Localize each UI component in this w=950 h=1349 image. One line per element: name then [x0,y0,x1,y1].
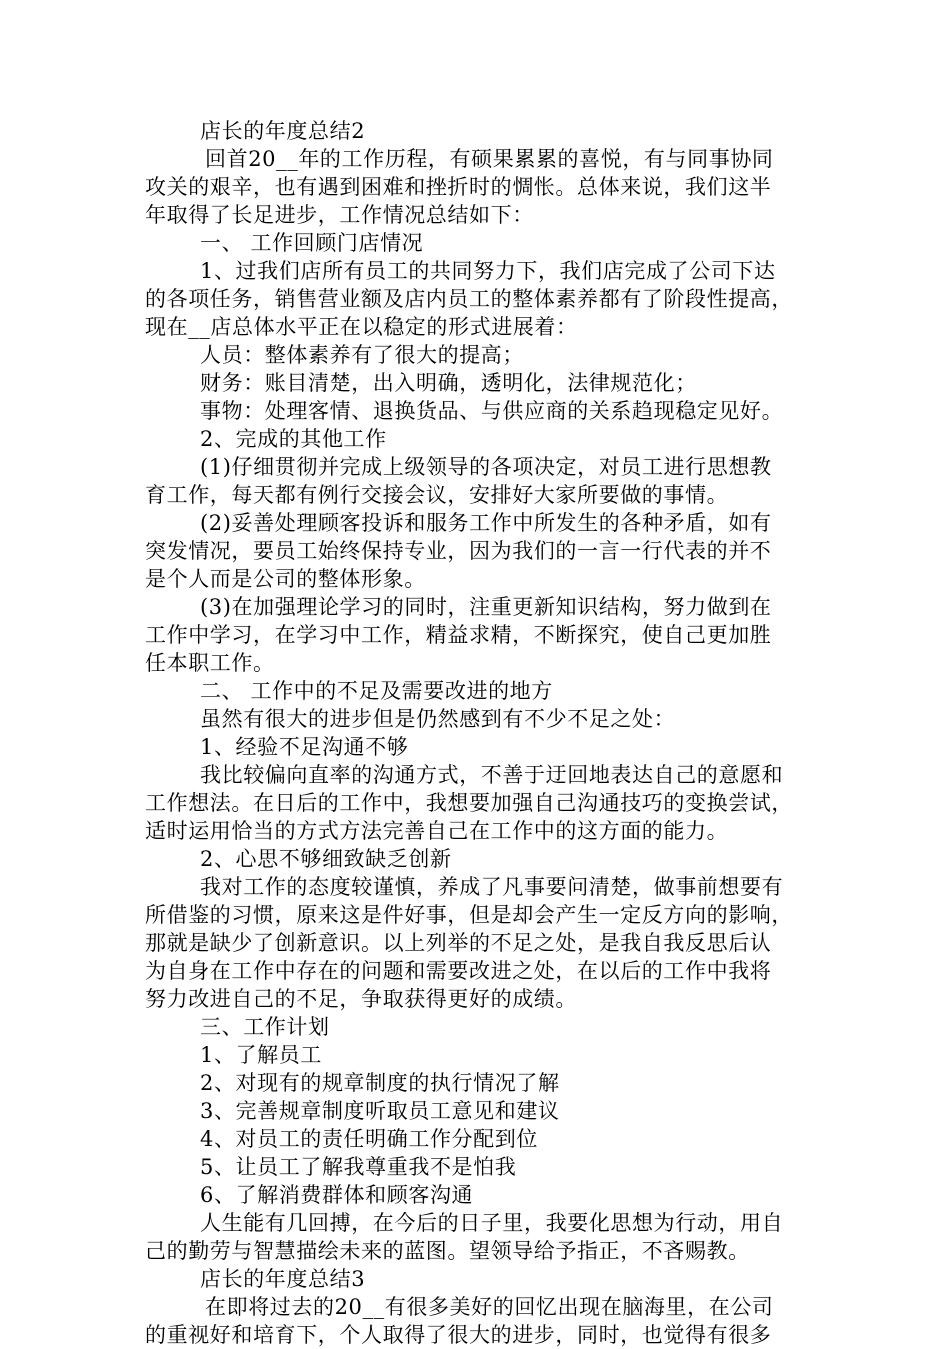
text-line: 事物：处理客情、退换货品、与供应商的关系趋现稳定见好。 [200,399,784,423]
text-line: 适时运用恰当的方式方法完善自己在工作中的这方面的能力。 [145,819,729,843]
text-line: 育工作，每天都有例行交接会议，安排好大家所要做的事情。 [145,483,729,507]
text-line: 是个人而是公司的整体形象。 [145,567,426,591]
text-line: 三、工作计划 [200,1015,330,1039]
text-line: 突发情况，要员工始终保持专业，因为我们的一言一行代表的并不 [145,539,772,563]
text-line: 5、让员工了解我尊重我不是怕我 [200,1155,517,1179]
text-line: 我比较偏向直率的沟通方式，不善于迂回地表达自己的意愿和 [200,763,784,787]
text-line: 财务：账目清楚，出入明确，透明化，法律规范化； [200,371,697,395]
text-line: 努力改进自己的不足，争取获得更好的成绩。 [145,987,577,1011]
text-line: 工作中学习，在学习中工作，精益求精，不断探究，使自己更加胜 [145,623,772,647]
text-line: 人员：整体素养有了很大的提高； [200,343,524,367]
text-line: 店长的年度总结2 [200,119,366,143]
text-line: 工作想法。在日后的工作中，我想要加强自己沟通技巧的变换尝试， [145,791,793,815]
text-line: 2、心思不够细致缺乏创新 [200,847,452,871]
text-line: 一、 工作回顾门店情况 [200,231,424,255]
text-line: 二、 工作中的不足及需要改进的地方 [200,679,553,703]
text-line: 在即将过去的20__有很多美好的回忆出现在脑海里，在公司 [205,1295,774,1319]
document-body [145,117,813,1349]
text-line: 那就是缺少了创新意识。以上列举的不足之处，是我自我反思后认 [145,931,772,955]
text-line: 3、完善规章制度听取员工意见和建议 [200,1099,560,1123]
text-line: (3)在加强理论学习的同时，注重更新知识结构，努力做到在 [200,595,772,619]
text-line: 攻关的艰辛，也有遇到困难和挫折时的惆怅。总体来说，我们这半 [145,175,772,199]
text-line: 任本职工作。 [145,651,275,675]
text-line: 店长的年度总结3 [200,1267,366,1291]
text-line: 1、经验不足沟通不够 [200,735,409,759]
text-line: 的各项任务，销售营业额及店内员工的整体素养都有了阶段性提高， [145,287,793,311]
text-line: 2、对现有的规章制度的执行情况了解 [200,1071,560,1095]
text-line: 我对工作的态度较谨慎，养成了凡事要问清楚，做事前想要有 [200,875,784,899]
text-line: 1、过我们店所有员工的共同努力下，我们店完成了公司下达 [200,259,776,283]
text-line: 己的勤劳与智慧描绘未来的蓝图。望领导给予指正，不吝赐教。 [145,1239,750,1263]
text-line: 人生能有几回搏，在今后的日子里，我要化思想为行动，用自 [200,1211,784,1235]
text-line: 的重视好和培育下，个人取得了很大的进步，同时，也觉得有很多 [145,1323,772,1347]
text-line: 现在__店总体水平正在以稳定的形式进展着： [145,315,578,339]
text-line: (1)仔细贯彻并完成上级领导的各项决定，对员工进行思想教 [200,455,772,479]
text-line: 为自身在工作中存在的问题和需要改进之处，在以后的工作中我将 [145,959,772,983]
text-line: 虽然有很大的进步但是仍然感到有不少不足之处： [200,707,676,731]
text-line: 4、对员工的责任明确工作分配到位 [200,1127,538,1151]
text-line: 年取得了长足进步，工作情况总结如下： [145,203,534,227]
text-line: 1、了解员工 [200,1043,322,1067]
text-line: 6、了解消费群体和顾客沟通 [200,1183,474,1207]
text-line: 2、完成的其他工作 [200,427,387,451]
text-line: 所借鉴的习惯，原来这是件好事，但是却会产生一定反方向的影响， [145,903,793,927]
text-line: (2)妥善处理顾客投诉和服务工作中所发生的各种矛盾，如有 [200,511,772,535]
text-line: 回首20__年的工作历程，有硕果累累的喜悦，有与同事协同 [205,147,774,171]
